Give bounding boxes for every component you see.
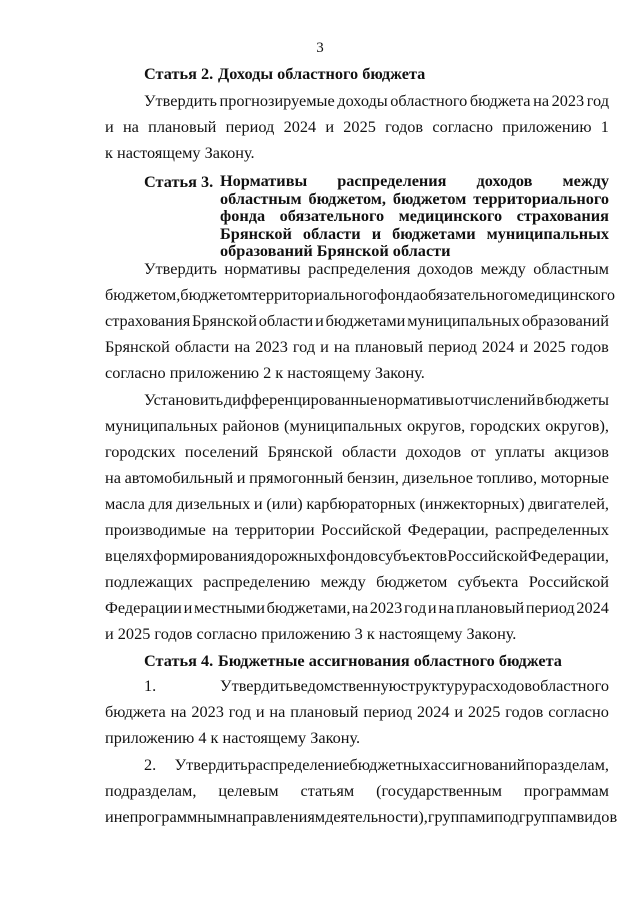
- word: дизельное: [402, 468, 474, 487]
- text-line: и 2025 годов согласно приложению 3 к настоящему Закону.: [105, 624, 517, 643]
- word: Брянской: [267, 442, 333, 461]
- word: Утвердить: [144, 91, 217, 110]
- page-number: 3: [316, 40, 324, 56]
- word: на: [352, 598, 369, 617]
- article-2-title: Доходы областного бюджета: [218, 64, 426, 83]
- word: области: [174, 337, 230, 356]
- word: на: [212, 520, 229, 539]
- word: Российской: [321, 520, 402, 539]
- word: дорожных: [254, 546, 327, 565]
- word: согласно: [548, 702, 609, 721]
- word: годов: [385, 117, 424, 136]
- word: период: [363, 702, 413, 721]
- word: Утвердить: [144, 259, 217, 278]
- word: доходов: [405, 442, 462, 461]
- word: бюджетами: [325, 311, 406, 330]
- word: ведомственную: [292, 676, 401, 695]
- word: целевым: [218, 781, 279, 800]
- word: плановый: [455, 598, 525, 617]
- word: период: [225, 117, 275, 136]
- word: (или): [266, 494, 303, 513]
- word: бюджетами,: [266, 598, 351, 617]
- word: по: [525, 755, 543, 774]
- text-line: [105, 543, 609, 569]
- word: между: [480, 259, 526, 278]
- word: 2023: [191, 702, 224, 721]
- article-4-label: Статья 4.: [144, 651, 214, 670]
- word: автомобильный: [124, 468, 234, 487]
- text-line: [105, 114, 609, 140]
- word: (государственным: [376, 781, 502, 800]
- text-line: [105, 413, 609, 439]
- word: на: [438, 598, 455, 617]
- word: двигателей,: [528, 494, 609, 513]
- word: годов: [505, 702, 544, 721]
- word: разделам,: [542, 755, 609, 774]
- item-2-first-line: [175, 752, 609, 778]
- word: 2025: [343, 117, 376, 136]
- word: распределенных: [495, 520, 609, 539]
- text-line: [105, 282, 616, 308]
- text-line: [105, 387, 609, 413]
- word: 2025: [467, 702, 501, 721]
- word: на: [170, 702, 187, 721]
- word: (муниципальных: [284, 416, 403, 435]
- word: Российской: [447, 546, 528, 565]
- word: и: [105, 117, 114, 136]
- word: городских: [105, 442, 176, 461]
- word: прогнозируемые: [219, 91, 335, 110]
- word: 2024: [283, 117, 317, 136]
- word: и: [236, 468, 246, 487]
- article-3-paragraph-1: [105, 256, 616, 386]
- word: на: [333, 337, 350, 356]
- word: на: [269, 702, 286, 721]
- word: в: [536, 390, 545, 409]
- word: обязательного: [419, 285, 518, 304]
- word: Федерации,: [407, 520, 489, 539]
- word: 2025: [533, 337, 566, 356]
- word: территориального: [251, 285, 377, 304]
- word: и: [255, 702, 265, 721]
- word: 2024: [416, 702, 450, 721]
- word: бюджетом,: [105, 285, 181, 304]
- word: Брянской: [105, 337, 170, 356]
- word: плановый: [290, 702, 359, 721]
- word: районов: [222, 416, 280, 435]
- text-line: [105, 778, 609, 804]
- word: Российской: [528, 572, 609, 591]
- word: деятельности),: [325, 807, 428, 826]
- word: городских: [470, 416, 541, 435]
- word: подгруппам: [494, 807, 577, 826]
- text-line: [105, 491, 609, 517]
- text-line: [105, 517, 609, 543]
- word: областным: [533, 259, 609, 278]
- word: субъектов: [378, 546, 448, 565]
- word: бюджетом: [180, 285, 252, 304]
- item-2-number: 2.: [144, 755, 157, 774]
- word: 1: [600, 117, 609, 136]
- word: масла: [105, 494, 145, 513]
- word: год: [404, 598, 427, 617]
- text-line: [105, 595, 609, 621]
- word: фонда: [376, 285, 420, 304]
- word: дифференцированные: [223, 390, 378, 409]
- text-line: [105, 673, 609, 699]
- word: бюджеты: [544, 390, 609, 409]
- word: структуру: [400, 676, 471, 695]
- word: Федерации: [105, 598, 182, 617]
- word: бензин,: [347, 468, 399, 487]
- word: распределение: [247, 755, 350, 774]
- word: и: [183, 598, 193, 617]
- word: фондов: [326, 546, 378, 565]
- article-3-paragraph-2: [105, 387, 609, 647]
- text-line: приложению 4 к настоящему Закону.: [105, 728, 361, 747]
- word: моторные: [540, 468, 609, 487]
- word: акцизов: [554, 442, 609, 461]
- word: отчислений: [454, 390, 536, 409]
- word: нормативы: [377, 390, 455, 409]
- word: бюджетных: [349, 755, 431, 774]
- article-4-item-1: [105, 673, 609, 751]
- word: формирования: [152, 546, 255, 565]
- word: и: [315, 311, 324, 330]
- word: расходов: [470, 676, 533, 695]
- word: территории: [234, 520, 315, 539]
- word: 2023: [369, 598, 403, 617]
- word: субъекта: [457, 572, 519, 591]
- word: 2024: [576, 598, 609, 617]
- word: бюджета: [105, 702, 166, 721]
- article-3-label: Статья 3.: [144, 172, 214, 191]
- text-line: [105, 465, 609, 491]
- word: муниципальных: [407, 311, 520, 330]
- word: год: [292, 337, 316, 356]
- word: поселений: [184, 442, 259, 461]
- word: период: [525, 598, 575, 617]
- word: подлежащих: [105, 572, 193, 591]
- word: группам: [427, 807, 486, 826]
- article-2-heading: [144, 64, 425, 84]
- word: на: [122, 117, 139, 136]
- text-line: [105, 439, 609, 465]
- word: на: [234, 337, 251, 356]
- word: Федерации,: [527, 546, 609, 565]
- article-4-heading: [144, 651, 562, 671]
- article-2-text: [105, 88, 609, 166]
- article-4-item-2: [105, 752, 618, 830]
- word: области: [341, 442, 397, 461]
- word: муниципальных: [105, 416, 218, 435]
- word: год: [228, 702, 251, 721]
- text-line: [105, 752, 609, 778]
- word: направлениям: [227, 807, 326, 826]
- word: между: [320, 572, 366, 591]
- word: распределению: [203, 572, 311, 591]
- word: Утвердить: [174, 755, 248, 774]
- word: от: [470, 442, 486, 461]
- word: уплаты: [495, 442, 545, 461]
- word: распределения: [308, 259, 411, 278]
- word: на: [533, 91, 550, 110]
- word: карбюраторных: [306, 494, 416, 513]
- article-2-label: Статья 2.: [144, 64, 214, 83]
- word: области: [258, 311, 314, 330]
- word: образований: [521, 311, 609, 330]
- word: областного: [390, 91, 468, 110]
- word: целях: [112, 546, 153, 565]
- word: и: [427, 598, 437, 617]
- text-line: [105, 308, 609, 334]
- word: областного: [532, 676, 609, 695]
- text-line: согласно приложению 2 к настоящему Закону.: [105, 363, 425, 382]
- word: видов: [576, 807, 618, 826]
- word: доходов: [417, 259, 474, 278]
- word: (инжекторных): [419, 494, 525, 513]
- word: и: [253, 494, 263, 513]
- text-line: [105, 88, 609, 114]
- word: Брянской: [192, 311, 257, 330]
- word: и: [454, 702, 464, 721]
- word: нормативы: [224, 259, 301, 278]
- word: на: [105, 468, 121, 487]
- text-line: [105, 699, 609, 725]
- word: топливо,: [476, 468, 538, 487]
- word: и: [320, 337, 329, 356]
- word: период: [428, 337, 477, 356]
- text-line: [105, 256, 609, 282]
- word: прямогонный: [249, 468, 344, 487]
- text-line: [105, 804, 618, 830]
- word: и: [519, 337, 529, 356]
- word: плановый: [354, 337, 424, 356]
- word: Утвердить: [220, 676, 293, 695]
- item-1-first-line: [220, 673, 609, 699]
- word: ассигнований: [430, 755, 526, 774]
- word: для: [148, 494, 173, 513]
- word: и: [325, 117, 335, 136]
- word: бюджетом: [376, 572, 448, 591]
- word: страхования: [105, 311, 191, 330]
- word: и: [105, 807, 114, 826]
- word: местными: [193, 598, 265, 617]
- word: плановый: [148, 117, 217, 136]
- word: производимые: [105, 520, 206, 539]
- word: подразделам,: [105, 781, 197, 800]
- word: годов: [570, 337, 609, 356]
- word: 2023: [551, 91, 585, 110]
- word: 2024: [481, 337, 515, 356]
- item-1-number: 1.: [144, 676, 157, 695]
- word: округов),: [545, 416, 609, 435]
- word: согласно: [432, 117, 493, 136]
- word: округов,: [406, 416, 466, 435]
- word: 2023: [255, 337, 288, 356]
- word: статьям: [300, 781, 355, 800]
- word: в: [105, 546, 113, 565]
- article-4-title: Бюджетные ассигнования областного бюджета: [218, 651, 562, 670]
- text-line: [105, 569, 609, 595]
- word: дизельных: [176, 494, 251, 513]
- text-line: [105, 334, 609, 360]
- word: приложению: [502, 117, 592, 136]
- word: Установить: [144, 390, 224, 409]
- word: бюджета: [469, 91, 531, 110]
- word: и: [485, 807, 495, 826]
- article-3-title: Нормативы распределения доходов между областным бюджетом, бюджетом территориального фонда обязательного медицинского страхования Брянской области и бюджетами муниципальных образований Брянской области: [220, 171, 609, 260]
- word: доходы: [337, 91, 388, 110]
- word: год: [586, 91, 609, 110]
- word: медицинского: [517, 285, 616, 304]
- text-line: к настоящему Закону.: [105, 143, 255, 162]
- word: непрограммным: [113, 807, 228, 826]
- word: программам: [523, 781, 609, 800]
